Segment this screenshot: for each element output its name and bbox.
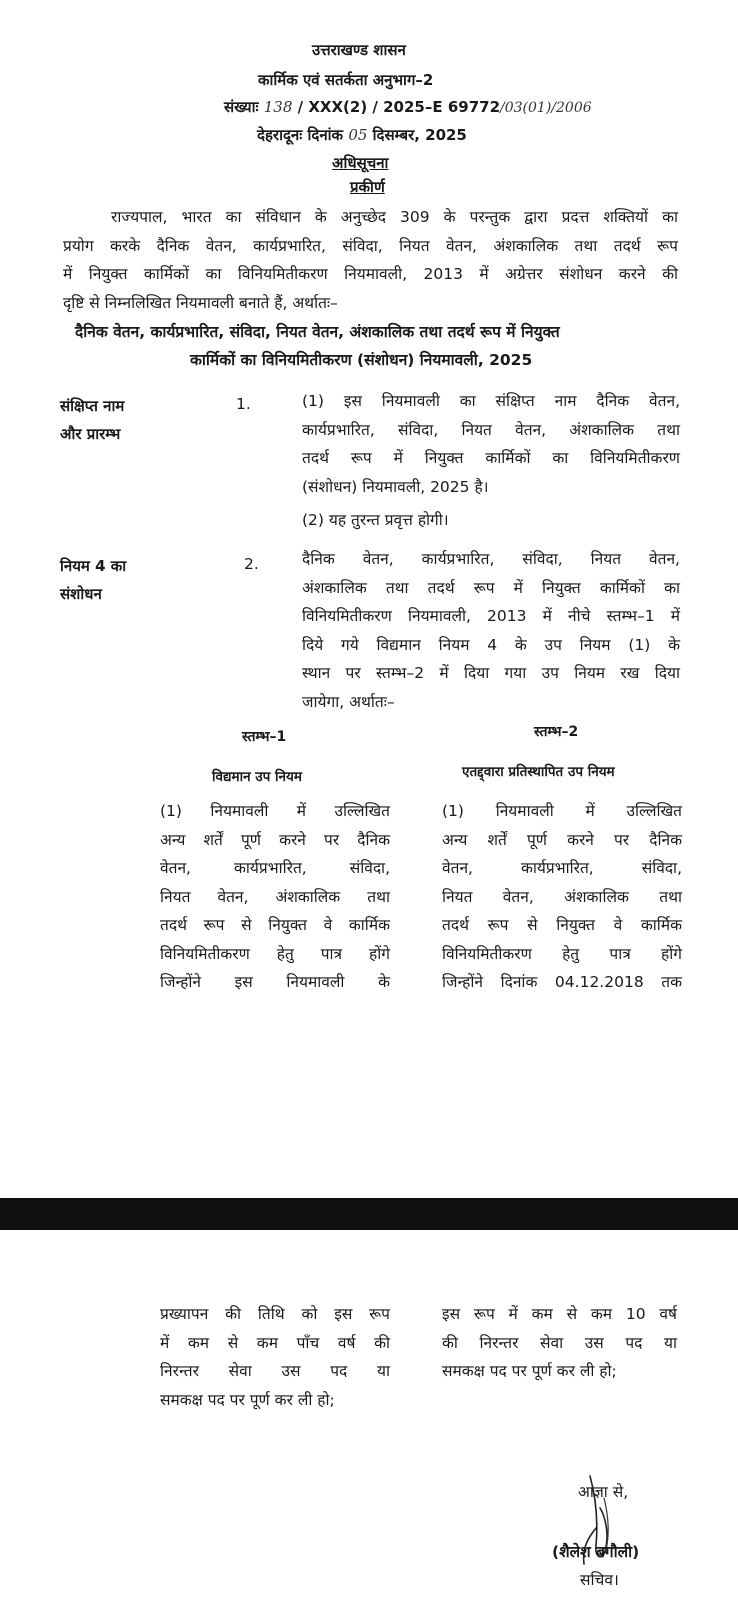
column-line: समकक्ष पद पर पूर्ण कर ली हो; bbox=[160, 1390, 335, 1409]
preamble-line: दृष्टि से निम्नलिखित नियमावली बनाते हैं, अर्थातः– bbox=[63, 293, 338, 312]
column-line: में कम से कम पाँच वर्ष की bbox=[160, 1333, 390, 1352]
preamble-line: में नियुक्त कार्मिकों का विनियमितीकरण नियमावली, 2013 में अग्रेत्तर संशोधन करने की bbox=[63, 265, 678, 283]
order-number bbox=[224, 97, 592, 117]
section-line: विनियमितीकरण नियमावली, 2013 में नीचे स्तम्भ–1 में bbox=[302, 607, 680, 625]
section-1-para2: (2) यह तुरन्त प्रवृत्त होगी। bbox=[302, 511, 449, 529]
section-line: कार्यप्रभारित, संविदा, नियत वेतन, अंशकालिक तथा bbox=[302, 420, 680, 439]
column-line: प्रख्यापन की तिथि को इस रूप bbox=[160, 1305, 390, 1323]
section-2-number: 2. bbox=[244, 555, 259, 573]
preamble bbox=[63, 203, 678, 317]
order-date bbox=[257, 125, 467, 145]
rules-title-line1: दैनिक वेतन, कार्यप्रभारित, संविदा, नियत वेतन, अंशकालिक तथा तदर्थ रूप में नियुक्त bbox=[75, 323, 560, 341]
column-line: विनियमितीकरण हेतु पात्र होंगे bbox=[442, 944, 682, 963]
column-line: अन्य शर्तें पूर्ण करने पर दैनिक bbox=[442, 830, 682, 849]
header-government: उत्तराखण्ड शासन bbox=[312, 41, 406, 59]
column-line: की निरन्तर सेवा उस पद या bbox=[442, 1333, 677, 1352]
section-line: अंशकालिक तथा तदर्थ रूप में नियुक्त कार्मिकों का bbox=[302, 578, 680, 597]
column-line: वेतन, कार्यप्रभारित, संविदा, bbox=[442, 859, 682, 877]
section-1-para1 bbox=[302, 387, 680, 501]
number-label: संख्याः bbox=[224, 98, 259, 116]
signatory-name: (शैलेश बगौली) bbox=[552, 1543, 640, 1561]
section-line: (1) इस नियमावली का संक्षिप्त नाम दैनिक वेतन, bbox=[302, 392, 680, 410]
column-2-subhead: एतद्द्वारा प्रतिस्थापित उप नियम bbox=[462, 764, 615, 780]
column-1-text-continued bbox=[160, 1300, 390, 1414]
column-line: अन्य शर्तें पूर्ण करने पर दैनिक bbox=[160, 830, 390, 849]
section-line: स्थान पर स्तम्भ–2 में दिया गया उप नियम रख दिया bbox=[302, 664, 680, 682]
column-line: तदर्थ रूप से नियुक्त वे कार्मिक bbox=[442, 916, 682, 934]
column-1-subhead: विद्यमान उप नियम bbox=[212, 769, 302, 785]
column-line: निरन्तर सेवा उस पद या bbox=[160, 1362, 390, 1380]
column-line: नियत वेतन, अंशकालिक तथा bbox=[160, 887, 390, 906]
section-line: दैनिक वेतन, कार्यप्रभारित, संविदा, नियत वेतन, bbox=[302, 550, 680, 568]
section-heading-line: नियम 4 का bbox=[60, 557, 127, 575]
column-line: जिन्होंने दिनांक 04.12.2018 तक bbox=[442, 973, 682, 991]
section-heading-line: संशोधन bbox=[60, 585, 102, 603]
page-separator bbox=[0, 1198, 738, 1230]
column-line: (1) नियमावली में उल्लिखित bbox=[160, 802, 390, 820]
rules-title-line2: कार्मिकों का विनियमितीकरण (संशोधन) नियमावली, 2025 bbox=[190, 351, 533, 369]
date-suffix: दिसम्बर, 2025 bbox=[372, 126, 467, 144]
column-line: नियत वेतन, अंशकालिक तथा bbox=[442, 887, 682, 906]
section-line: दिये गये विद्यमान नियम 4 के उप नियम (1) के bbox=[302, 635, 680, 654]
column-line: इस रूप में कम से कम 10 वर्ष bbox=[442, 1305, 677, 1323]
signatory-designation: सचिव। bbox=[580, 1571, 619, 1589]
by-order: आज्ञा से, bbox=[578, 1483, 629, 1501]
column-1-head: स्तम्भ–1 bbox=[242, 729, 287, 745]
column-line: विनियमितीकरण हेतु पात्र होंगे bbox=[160, 944, 390, 963]
number-middle: / XXX(2) / 2025–E 69772 bbox=[297, 98, 501, 116]
column-line: जिन्होंने इस नियमावली के bbox=[160, 973, 390, 991]
notice-subtitle: प्रकीर्ण bbox=[350, 178, 385, 196]
preamble-line: प्रयोग करके दैनिक वेतन, कार्यप्रभारित, संविदा, नियत वेतन, अंशकालिक तथा तदर्थ रूप bbox=[63, 236, 678, 255]
section-line: (संशोधन) नियमावली, 2025 है। bbox=[302, 477, 489, 496]
column-line: तदर्थ रूप से नियुक्त वे कार्मिक bbox=[160, 916, 390, 934]
document-page-2 bbox=[0, 1230, 738, 1600]
section-2-heading bbox=[60, 552, 126, 608]
column-2-text bbox=[442, 797, 682, 997]
column-1-text bbox=[160, 797, 390, 997]
section-2-para1 bbox=[302, 545, 680, 716]
notice-title: अधिसूचना bbox=[332, 154, 389, 172]
section-1-number: 1. bbox=[236, 395, 251, 413]
number-suffix-handwritten: /03(01)/2006 bbox=[500, 100, 592, 116]
date-prefix: देहरादूनः दिनांक bbox=[257, 126, 344, 144]
column-line: समकक्ष पद पर पूर्ण कर ली हो; bbox=[442, 1362, 617, 1380]
column-line: (1) नियमावली में उल्लिखित bbox=[442, 802, 682, 820]
section-line: तदर्थ रूप में नियुक्त कार्मिकों का विनियमितीकरण bbox=[302, 449, 680, 467]
section-1-heading bbox=[60, 392, 124, 448]
preamble-line: राज्यपाल, भारत का संविधान के अनुच्छेद 309 के परन्तुक द्वारा प्रदत्त शक्तियों का bbox=[111, 208, 678, 226]
number-handwritten: 138 bbox=[263, 98, 293, 116]
section-line: जायेगा, अर्थातः– bbox=[302, 692, 395, 711]
section-heading-line: संक्षिप्त नाम bbox=[60, 397, 125, 415]
date-handwritten: 05 bbox=[348, 126, 368, 144]
column-line: वेतन, कार्यप्रभारित, संविदा, bbox=[160, 859, 390, 877]
column-2-text-continued bbox=[442, 1300, 677, 1386]
header-department: कार्मिक एवं सतर्कता अनुभाग–2 bbox=[258, 71, 434, 89]
column-2-head: स्तम्भ–2 bbox=[534, 724, 579, 740]
section-heading-line: और प्रारम्भ bbox=[60, 425, 121, 443]
